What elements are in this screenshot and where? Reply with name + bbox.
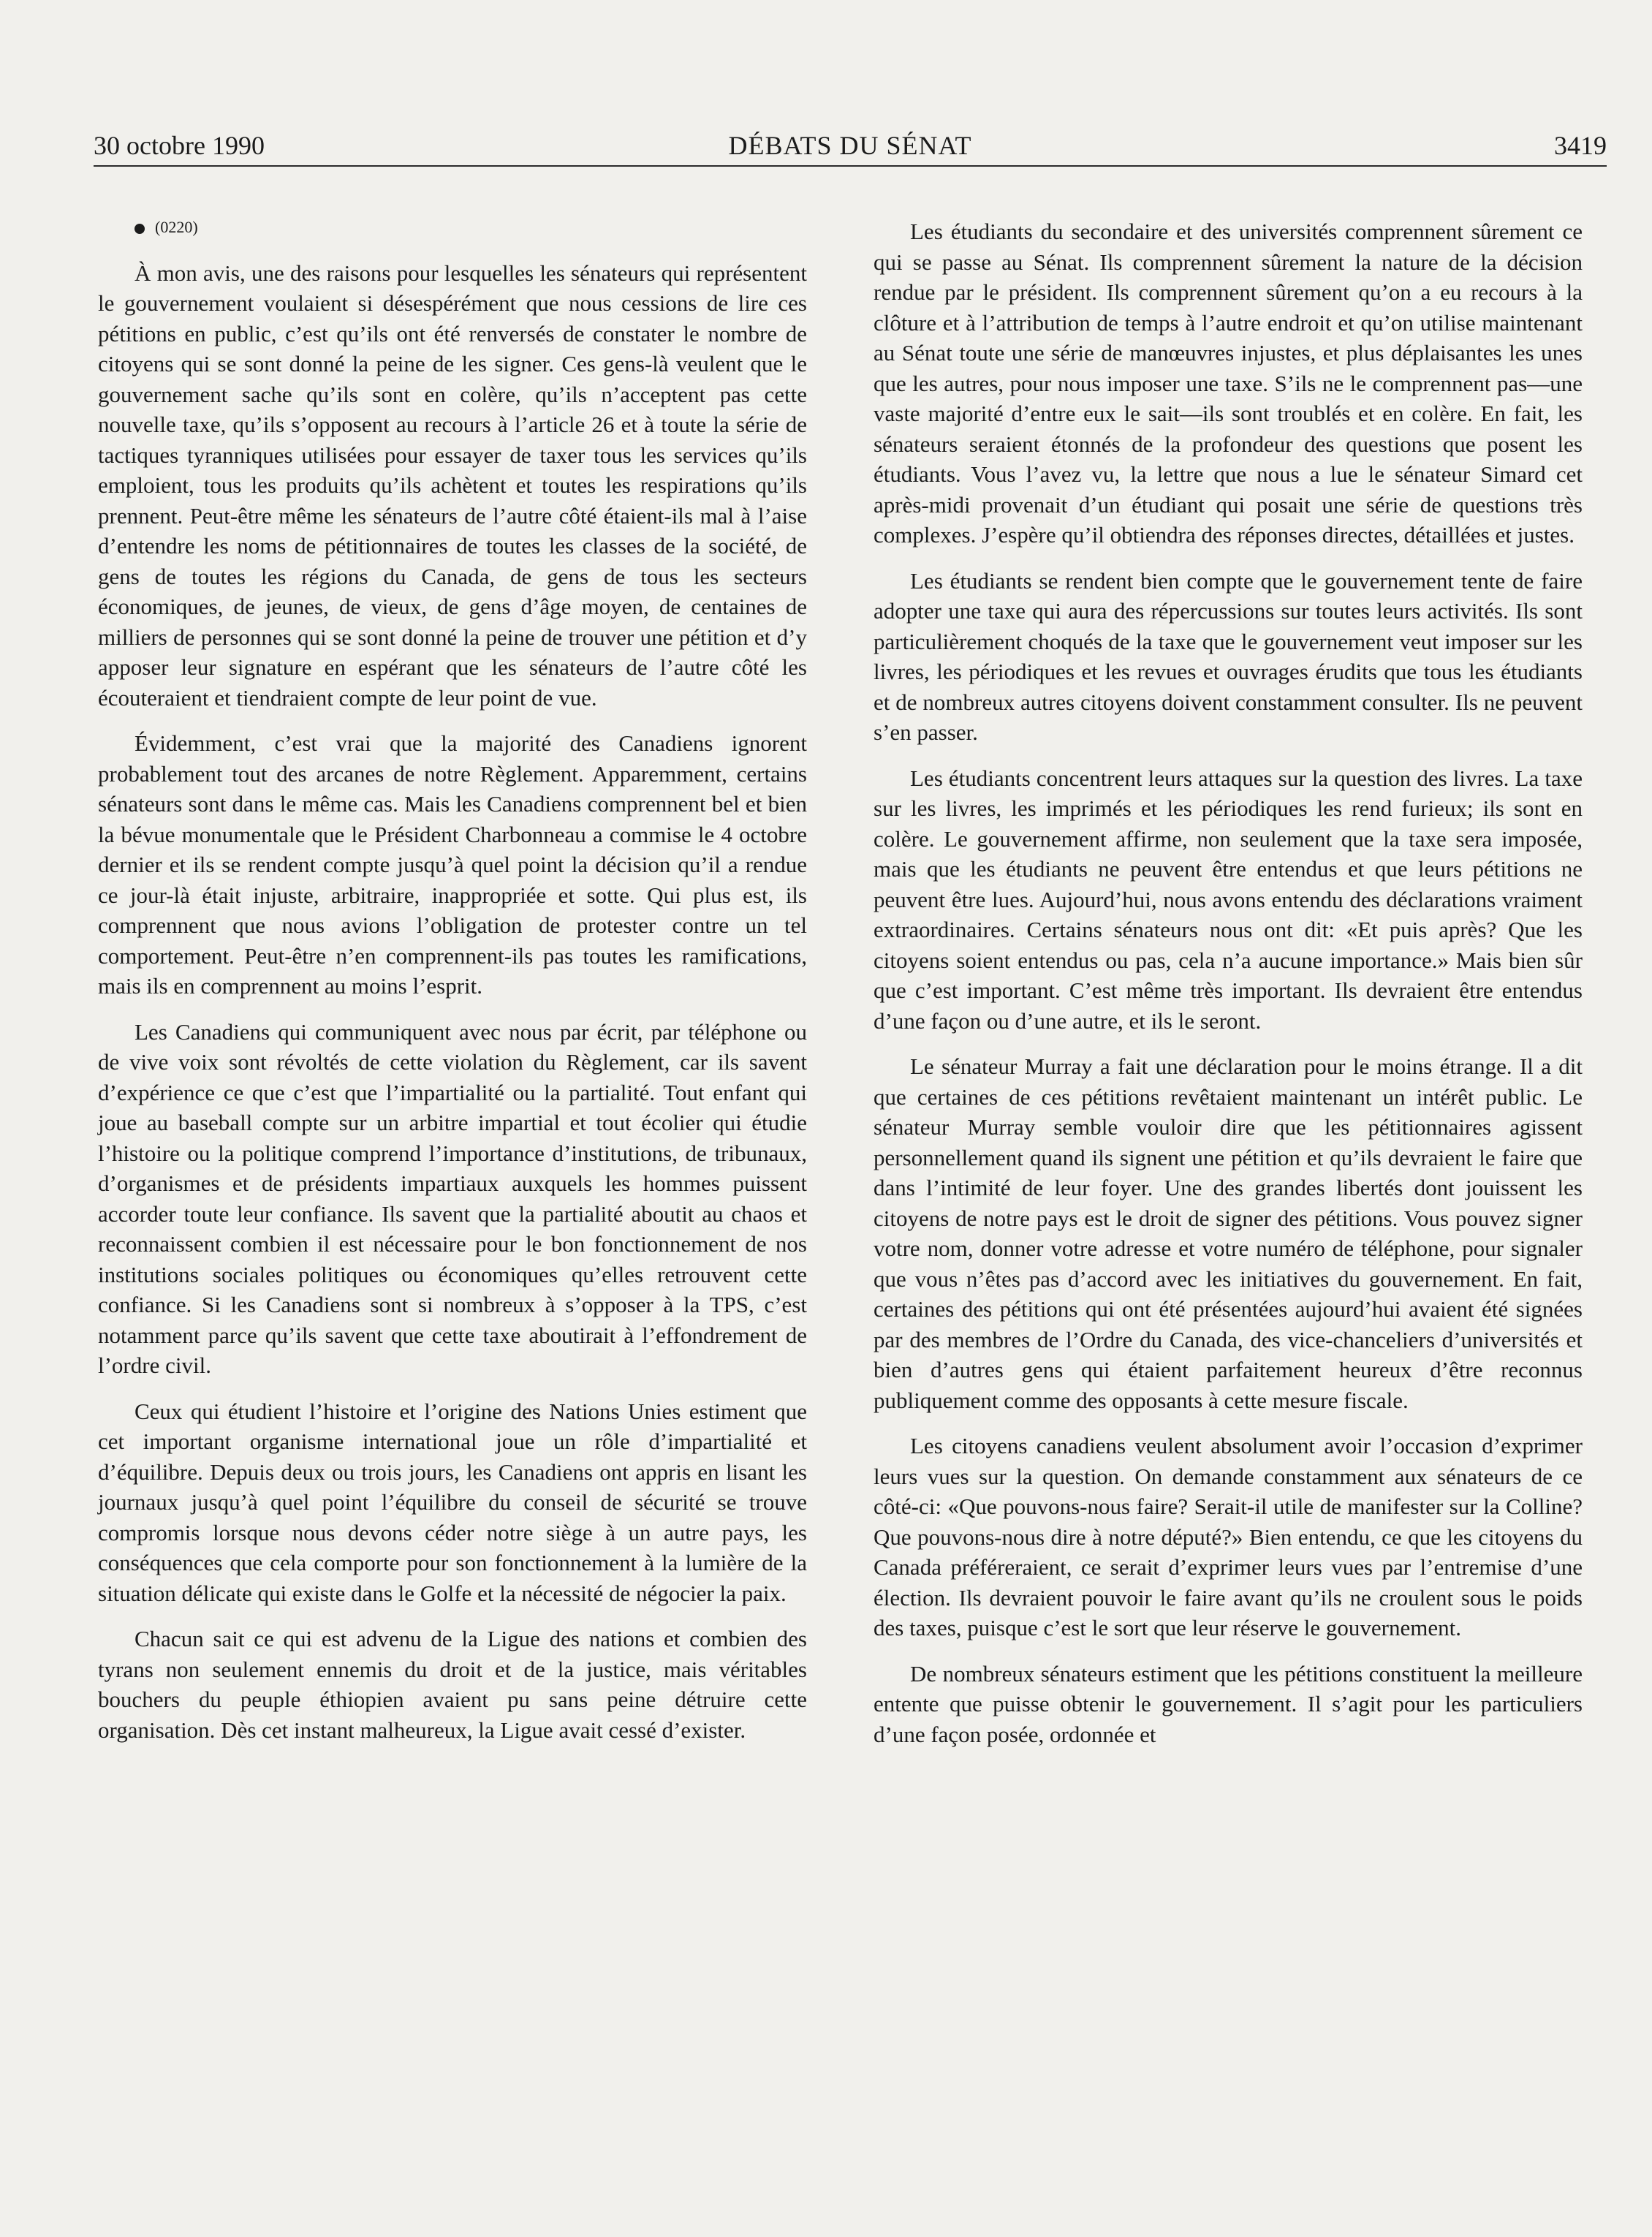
paragraph: Le sénateur Murray a fait une déclaration pour le moins étrange. Il a dit que certaines de ces pétitions revêtaient maintenant un intérêt public. Le sénateur Murray semble vouloir dire que les pétitionnaires agissent personnellement quand ils signent une pétition et qu’ils devraient le faire que dans l’intimité de leur foyer. Une des grandes libertés dont jouissent les citoyens de notre pays est le droit de signer des pétitions. Vous pouvez signer votre nom, donner votre adresse et votre numéro de téléphone, pour signaler que vous n’êtes pas d’accord avec les initiatives du gouvernement. En fait, certaines des pétitions qui ont été présentées aujourd’hui avaient été signées par des membres de l’Ordre du Canada, des vice-chanceliers d’universités et bien d’autres gens qui étaient parfaitement heureux d’être reconnus publiquement comme des opposants à cette mesure fiscale.	[874, 1053, 1583, 1413]
paragraph: À mon avis, une des raisons pour lesquelles les sénateurs qui représentent le gouvernement voulaient si désespérément que nous cessions de lire ces pétitions en public, c’est qu’ils ont été renversés de constater le nombre de citoyens qui se sont donné la peine de les signer. Ces gens-là veulent que le gouvernement sache qu’ils sont en colère, qu’ils n’acceptent pas cette nouvelle taxe, qu’ils s’opposent au recours à l’article 26 et à toute la série de tactiques tyranniques utilisées pour essayer de taxer tous les services qu’ils emploient, tous les produits qu’ils achètent et toutes les respirations qu’ils prennent. Peut-être même les sénateurs de l’autre côté étaient-ils mal à l’aise d’entendre les noms de pétitionnaires de toutes les classes de la société, de gens de toutes les régions du Canada, de gens de tous les secteurs économiques, de jeunes, de vieux, de gens d’âge moyen, de centaines de milliers de personnes qui se sont donné la peine de trouver une pétition et d’y apposer leur signature en espérant que les sénateurs de l’autre côté les écouteraient et tiendraient compte de leur point de vue.	[98, 260, 807, 711]
paragraph: Chacun sait ce qui est advenu de la Ligue des nations et combien des tyrans non seulement ennemis du droit et de la justice, mais véritables bouchers du peuple éthiopien avaient pu sans peine détruire cette organisation. Dès cet instant malheureux, la Ligue avait cessé d’exister.	[98, 1626, 807, 1743]
paragraph: Les étudiants du secondaire et des universités comprennent sûrement ce qui se passe au Sénat. Ils comprennent sûrement la nature de la décision rendue par le président. Ils comprennent sûrement qu’on a eu recours à la clôture et à l’attribution de temps à l’autre endroit et qu’on utilise maintenant au Sénat toute une série de manœuvres injustes, et plus déplaisantes les unes que les autres, pour nous imposer une taxe. S’ils ne le comprennent pas—une vaste majorité d’entre eux le sait—ils sont troublés et en colère. En fait, les sénateurs seraient étonnés de la profondeur des questions que posent les étudiants. Vous l’avez vu, la lettre que nous a lue le sénateur Simard cet après-midi provenait d’un étudiant qui posait une série de questions très complexes. J’espère qu’il obtiendra des réponses directes, détaillées et justes.	[874, 219, 1583, 548]
bullet-icon	[134, 224, 145, 234]
left-column	[98, 212, 807, 1760]
paragraph: Les Canadiens qui communiquent avec nous par écrit, par téléphone ou de vive voix sont révoltés de cette violation du Règlement, car ils savent d’expérience ce que c’est que l’impartialité ou la partialité. Tout enfant qui joue au baseball compte sur un arbitre impartial et tout écolier qui étudie l’histoire ou la politique comprend l’importance d’institutions, de tribunaux, d’organismes et de présidents impartiaux auxquels les hommes puissent accorder toute leur confiance. Ils savent que la partialité aboutit au chaos et reconnaissent combien il est nécessaire pour le bon fonctionnement de nos institutions sociales politiques ou économiques qu’elles retrouvent cette confiance. Si les Canadiens sont si nombreux à s’opposer à la TPS, c’est notamment parce qu’ils savent que cette taxe aboutirait à l’effondrement de l’ordre civil.	[98, 1018, 807, 1378]
header-title: DÉBATS DU SÉNAT	[728, 131, 972, 160]
header-page-number: 3419	[1554, 131, 1607, 160]
paragraph: De nombreux sénateurs estiment que les pétitions constituent la meilleure entente que puisse obtenir le gouvernement. Il s’agit pour les particuliers d’une façon posée, ordonnée et	[874, 1660, 1583, 1747]
paragraph: Les citoyens canadiens veulent absolument avoir l’occasion d’exprimer leurs vues sur la question. On demande constamment aux sénateurs de ce côté-ci: «Que pouvons-nous faire? Serait-il utile de manifester sur la Colline? Que pouvons-nous dire à notre député?» Bien entendu, ce que les citoyens du Canada préféreraient, ce serait d’exprimer leurs vues par l’entremise d’une élection. Ils devraient pouvoir le faire avant qu’ils ne croulent sous le poids des taxes, puisque c’est le sort que leur réserve le gouvernement.	[874, 1433, 1583, 1640]
header-date: 30 octobre 1990	[94, 131, 265, 160]
page-header	[94, 124, 1607, 167]
paragraph: Ceux qui étudient l’histoire et l’origine des Nations Unies estiment que cet important organisme international joue un rôle d’impartialité et d’équilibre. Depuis deux ou trois jours, les Canadiens ont appris en lisant les journaux jusqu’à quel point l’équilibre du conseil de sécurité se trouve compromis lorsque nous devons céder notre siège à un autre pays, les conséquences que cela comporte pour son fonctionnement à la lumière de la situation délicate qui existe dans le Golfe et la nécessité de négocier la paix.	[98, 1398, 807, 1606]
right-column	[874, 216, 1583, 1765]
paragraph: Les étudiants concentrent leurs attaques sur la question des livres. La taxe sur les livres, les imprimés et les périodiques les rend furieux; ils sont en colère. Le gouvernement affirme, non seulement que la taxe sera imposée, mais que les étudiants ne peuvent être entendus et que leurs pétitions ne peuvent être lues. Aujourd’hui, nous avons entendu des déclarations vraiment extraordinaires. Certains sénateurs nous ont dit: «Et puis après? Que les citoyens soient entendus ou pas, cela n’a aucune importance.» Mais bien sûr que c’est important. C’est même très important. Ils devraient être entendus d’une façon ou d’une autre, et ils le seront.	[874, 765, 1583, 1034]
paragraph: Les étudiants se rendent bien compte que le gouvernement tente de faire adopter une taxe qui aura des répercussions sur toutes leurs activités. Ils sont particulièrement choqués de la taxe que le gouvernement veut imposer sur les livres, les périodiques et les revues et ouvrages érudits que tous les étudiants et de nombreux autres citoyens doivent constamment consulter. Ils ne peuvent s’en passer.	[874, 567, 1583, 745]
time-marker-text: (0220)	[155, 218, 198, 236]
paragraph: Évidemment, c’est vrai que la majorité des Canadiens ignorent probablement tout des arcanes de notre Règlement. Apparemment, certains sénateurs sont dans le même cas. Mais les Canadiens comprennent bel et bien la bévue monumentale que le Président Charbonneau a commise le 4 octobre dernier et ils se rendent compte jusqu’à quel point la décision qu’il a rendue ce jour-là était injuste, arbitraire, inappropriée et sotte. Qui plus est, ils comprennent que nous avions l’obligation de protester contre un tel comportement. Peut-être n’en comprennent-ils pas toutes les ramifications, mais ils en comprennent au moins l’esprit.	[98, 730, 807, 999]
time-marker	[98, 212, 807, 243]
